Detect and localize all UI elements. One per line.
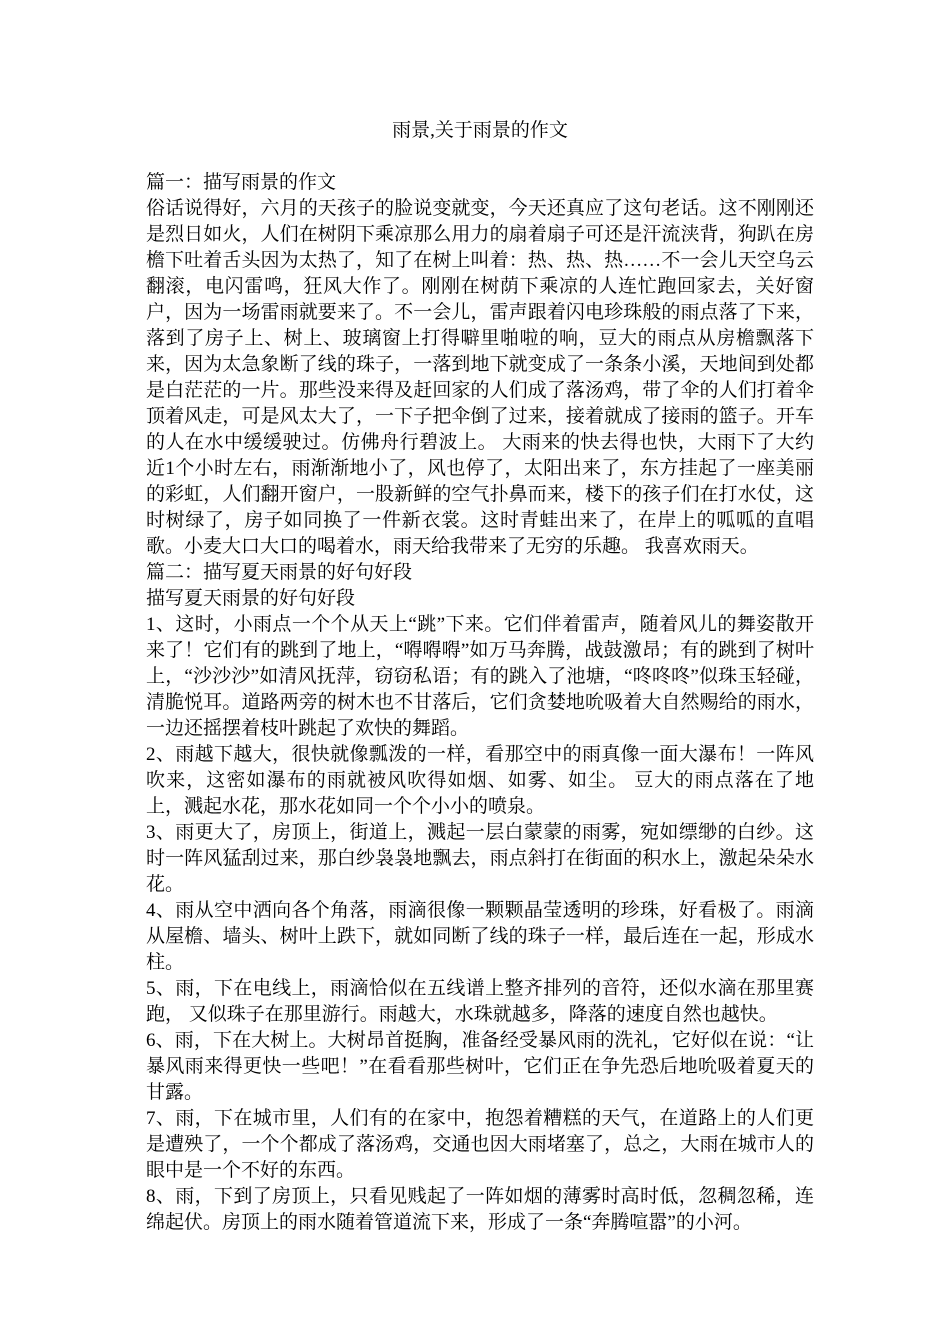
list-item-7: 7、雨，下在城市里，人们有的在家中，抱怨着糟糕的天气，在道路上的人们更是遭殃了，一个个都成了落汤鸡，交通也因大雨堵塞了，总之，大雨在城市人的眼中是一个不好的东西。 bbox=[146, 1108, 814, 1181]
list-item-5: 5、雨，下在电线上，雨滴恰似在五线谱上整齐排列的音符，还似水滴在那里赛跑， 又似珠子在那里游行。雨越大，水珠就越多，降落的速度自然也越快。 bbox=[146, 978, 814, 1025]
document-title: 雨景,关于雨景的作文 bbox=[392, 120, 568, 141]
list-item-4: 4、雨从空中洒向各个角落，雨滴很像一颗颗晶莹透明的珍珠，好看极了。雨滴从屋檐、墙头、树叶上跌下，就如同断了线的珠子一样，最后连在一起，形成水柱。 bbox=[146, 900, 814, 973]
document-content bbox=[146, 118, 814, 1236]
list-item-6: 6、雨，下在大树上。大树昂首挺胸，准备经受暴风雨的洗礼，它好似在说：“让暴风雨来得更快一些吧！”在看看那些树叶，它们正在争先恐后地吮吸着夏天的甘露。 bbox=[146, 1030, 814, 1103]
list-item-2: 2、雨越下越大，很快就像瓢泼的一样，看那空中的雨真像一面大瀑布！一阵风吹来，这密如瀑布的雨就被风吹得如烟、如雾、如尘。 豆大的雨点落在了地上，溅起水花，那水花如同一个个小小的喷泉。 bbox=[146, 744, 814, 817]
section2-heading: 篇二：描写夏天雨景的好句好段 bbox=[146, 562, 413, 583]
list-item-1: 1、这时，小雨点一个个从天上“跳”下来。它们伴着雷声，随着风儿的舞姿散开来了！它们有的跳到了地上，“嘚嘚嘚”如万马奔腾，战鼓激昂；有的跳到了树叶上，“沙沙沙”如清风抚萍，窃窃私语；有的跳入了池塘，“咚咚咚”似珠玉轻碰，清脆悦耳。道路两旁的树木也不甘落后，它们贪婪地吮吸着大自然赐给的雨水，一边还摇摆着枝叶跳起了欢快的舞蹈。 bbox=[146, 614, 814, 739]
list-item-3: 3、雨更大了，房顶上，街道上，溅起一层白蒙蒙的雨雾，宛如缥缈的白纱。这时一阵风猛刮过来，那白纱袅袅地飘去，雨点斜打在街面的积水上，激起朵朵水花。 bbox=[146, 822, 814, 895]
section1-body: 俗话说得好，六月的天孩子的脸说变就变，今天还真应了这句老话。这不刚刚还是烈日如火，人们在树阴下乘凉那么用力的扇着扇子可还是汗流浃背，狗趴在房檐下吐着舌头因为太热了，知了在树上叫着：热、热、热……不一会儿天空乌云翻滚，电闪雷鸣，狂风大作了。刚刚在树荫下乘凉的人连忙跑回家去，关好窗户，因为一场雷雨就要来了。不一会儿，雷声跟着闪电珍珠般的雨点落了下来，落到了房子上、树上、玻璃窗上打得噼里啪啦的响，豆大的雨点从房檐飘落下来，因为太急象断了线的珠子，一落到地下就变成了一条条小溪，天地间到处都是白茫茫的一片。那些没来得及赶回家的人们成了落汤鸡，带了伞的人们打着伞顶着风走，可是风太大了，一下子把伞倒了过来，接着就成了接雨的篮子。开车的人在水中缓缓驶过。仿佛舟行碧波上。 大雨来的快去得也快，大雨下了大约近1个小时左右，雨渐渐地小了，风也停了，太阳出来了，东方挂起了一座美丽的彩虹，人们翻开窗户，一股新鲜的空气扑鼻而来，楼下的孩子们在打水仗，这时树绿了，房子如同换了一件新衣裳。这时青蛙出来了，在岸上的呱呱的直唱歌。小麦大口大口的喝着水，雨天给我带来了无穷的乐趣。 我喜欢雨天。 bbox=[146, 198, 814, 557]
section2-subheading: 描写夏天雨景的好句好段 bbox=[146, 588, 356, 609]
list-item-8: 8、雨，下到了房顶上，只看见贱起了一阵如烟的薄雾时高时低，忽稠忽稀，连绵起伏。房顶上的雨水随着管道流下来，形成了一条“奔腾喧嚣”的小河。 bbox=[146, 1186, 814, 1233]
section1-heading: 篇一：描写雨景的作文 bbox=[146, 172, 337, 193]
